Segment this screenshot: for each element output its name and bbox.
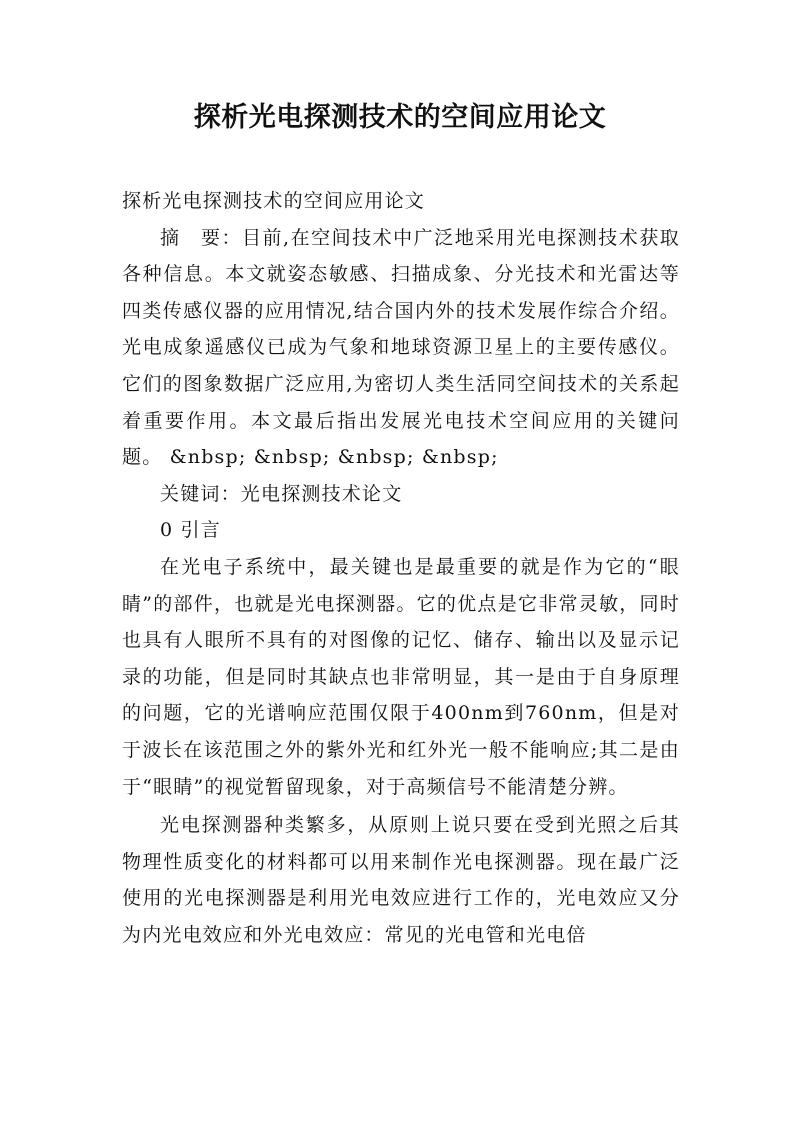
document-title: 探析光电探测技术的空间应用论文 <box>193 102 607 133</box>
body-heading-line: 探析光电探测技术的空间应用论文 <box>122 190 426 212</box>
section-heading-introduction: 0 引言 <box>160 519 221 542</box>
body-paragraph: 光电探测器种类繁多，从原则上说只要在受到光照之后其物理性质变化的材料都可以用来制作光电探测器。现在最广泛使用的光电探测器是利用光电效应进行工作的，光电效应又分为内光电效应和外光电效应：常见的光电管和光电倍 <box>122 814 680 946</box>
keywords-line: 关键词：光电探测技术论文 <box>160 482 403 505</box>
document-body <box>122 183 680 953</box>
abstract-paragraph: 摘 要：目前,在空间技术中广泛地采用光电探测技术获取各种信息。本文就姿态敏感、扫描成象、分光技术和光雷达等四类传感仪器的应用情况,结合国内外的技术发展作综合介绍。光电成象遥感仪已成为气象和地球资源卫星上的主要传感仪。它们的图象数据广泛应用,为密切人类生活同空间技术的关系起着重要作用。本文最后指出发展光电技术空间应用的关键问题。 &nbsp; &nbsp; &nbsp; &nbsp; <box>122 226 680 469</box>
body-paragraph: 在光电子系统中，最关键也是最重要的就是作为它的“眼睛”的部件，也就是光电探测器。它的优点是它非常灵敏，同时也具有人眼所不具有的对图像的记忆、储存、输出以及显示记录的功能，但是同时其缺点也非常明显，其一是由于自身原理的问题，它的光谱响应范围仅限于400nm到760nm，但是对于波长在该范围之外的紫外光和红外光一般不能响应;其二是由于“眼睛”的视觉暂留现象，对于高频信号不能清楚分辨。 <box>122 555 680 798</box>
